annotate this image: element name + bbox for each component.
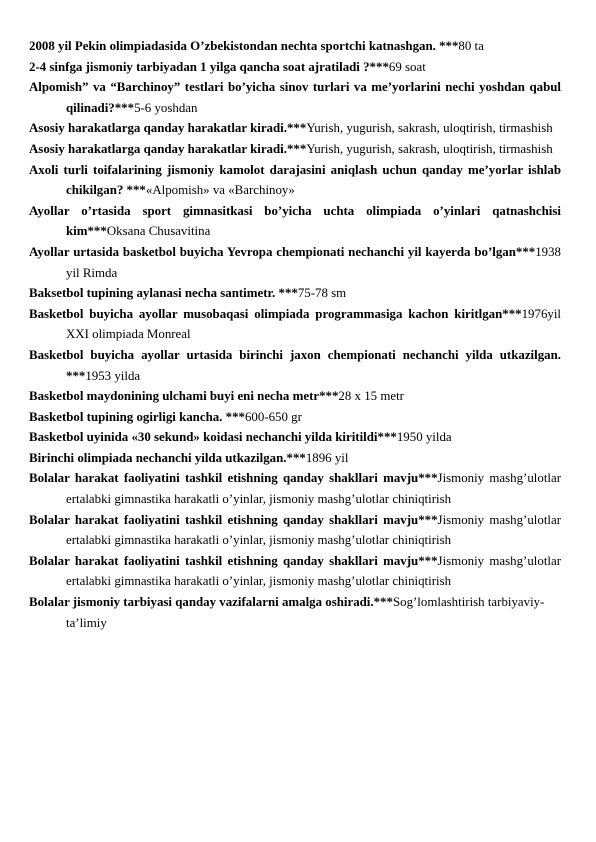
question-text: Asosiy harakatlarga qanday harakatlar kiradi.*** [29,141,307,156]
answer-text: 1953 yilda [85,368,141,383]
qa-item [29,407,561,428]
answer-text: «Alpomish» va «Barchinoy» [145,183,295,198]
qa-item [29,386,561,407]
answer-text: Jismoniy mashg’ulotlar ertalabki gimnastika harakatli o’yinlar, jismoniy mashg’ulotlar chiniqtirish [66,471,561,507]
qa-item [29,118,561,139]
question-text: Asosiy harakatlarga qanday harakatlar kiradi.*** [29,121,307,136]
answer-text: Oksana Chusavitina [106,224,211,239]
answer-text: Jismoniy mashg’ulotlar ertalabki gimnastika harakatli o’yinlar, jismoniy mashg’ulotlar chiniqtirish [66,512,561,548]
answer-text: 5-6 yoshdan [134,100,198,115]
question-text: Alpomish” va “Barchinoy” testlari bo’yicha sinov turlari va me’yorlarini nechi yoshdan qabul qilinadi?*** [29,80,561,115]
question-text: Bolalar harakat faoliyatini tashkil etishning qanday shakllari mavju*** [29,471,438,486]
question-text: Basketbol buyicha ayollar musobaqasi olimpiada programmasiga kachon kiritlgan*** [29,306,522,321]
answer-text: Yurish, yugurish, sakrash, uloqtirish, tirmashish [306,121,553,136]
answer-text: 1896 yil [305,450,349,465]
qa-item [29,160,561,201]
qa-item [29,592,561,633]
question-text: Ayollar o’rtasida sport gimnasitkasi bo’yicha uchta olimpiada o’yinlari qatnashchisi kim*** [29,203,561,239]
qa-item [29,304,561,345]
qa-item [29,510,561,551]
question-text: Basketbol uyinida «30 sekund» koidasi nechanchi yilda kiritildi*** [29,430,397,445]
question-text: Bolalar jismoniy tarbiyasi qanday vazifalarni amalga oshiradi.*** [29,595,393,610]
answer-text: 75-78 sm [297,286,347,301]
qa-item [29,242,561,283]
question-text: Basketbol buyicha ayollar urtasida birinchi jaxon chempionati nechanchi yilda utkazilgan. *** [29,347,561,383]
answer-text: 28 x 15 metr [338,389,404,404]
question-text: Axoli turli toifalarining jismoniy kamolot darajasini aniqlash uchun qanday me’yorlar ishlab chikilgan? *** [29,162,561,198]
answer-text: 600-650 gr [244,409,302,424]
answer-text: 80 ta [458,39,484,53]
question-text: Birinchi olimpiada nechanchi yilda utkazilgan.*** [29,450,306,465]
qa-item [29,283,561,304]
question-text: Bolalar harakat faoliyatini tashkil etishning qanday shakllari mavju*** [29,512,438,527]
qa-item [29,201,561,242]
question-text: Basketbol maydonining ulchami buyi eni necha metr*** [29,389,339,404]
question-text: Basketbol tupining ogirligi kancha. *** [29,409,245,424]
qa-item [29,139,561,160]
answer-text: Jismoniy mashg’ulotlar ertalabki gimnastika harakatli o’yinlar, jismoniy mashg’ulotlar chiniqtirish [66,553,561,589]
qa-item [29,57,561,78]
document-page [29,36,561,633]
question-text: 2-4 sinfga jismoniy tarbiyadan 1 yilga qancha soat ajratiladi ?*** [29,59,389,74]
qa-item [29,36,561,57]
qa-item [29,551,561,592]
answer-text: 69 soat [388,59,426,74]
qa-item [29,77,561,118]
qa-item [29,468,561,509]
answer-text: Sog’lomlashtirish tarbiyaviy- ta’limiy [66,595,545,630]
question-text: Ayollar urtasida basketbol buyicha Yevropa chempionati nechanchi yil kayerda bo’lgan*** [29,244,536,259]
answer-text: 1976yil XXI olimpiada Monreal [66,306,561,342]
qa-item [29,427,561,448]
qa-item [29,448,561,469]
question-text: 2008 yil Pekin olimpiadasida O’zbekistondan nechta sportchi katnashgan. *** [29,39,459,53]
answer-text: 1938 yil Rimda [66,244,561,280]
answer-text: 1950 yilda [396,430,452,445]
question-text: Bolalar harakat faoliyatini tashkil etishning qanday shakllari mavju*** [29,553,438,568]
question-text: Baksetbol tupining aylanasi necha santimetr. *** [29,286,298,301]
answer-text: Yurish, yugurish, sakrash, uloqtirish, tirmashish [306,141,553,156]
qa-item [29,345,561,386]
